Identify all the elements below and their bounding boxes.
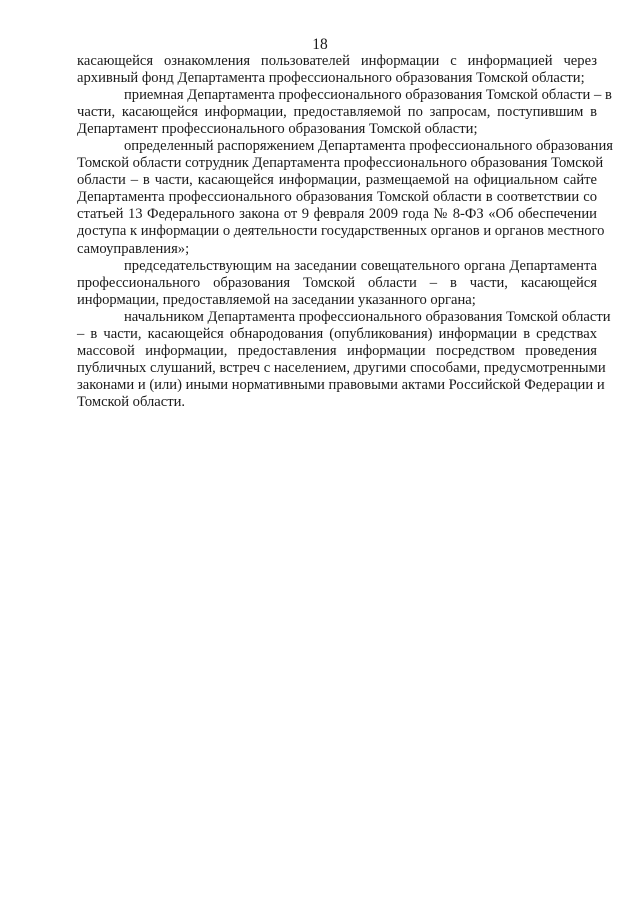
text-line: информации, предоставляемой на заседании указанного органа; [77, 291, 476, 308]
paragraph [77, 258, 597, 309]
text-line: архивный фонд Департамента профессионального образования Томской области; [77, 70, 585, 87]
text-line: определенный распоряжением Департамента профессионального образования [124, 138, 613, 155]
text-line: начальником Департамента профессионального образования Томской области [124, 308, 611, 325]
paragraph [77, 53, 597, 87]
text-line: председательствующим на заседании совещательного органа Департамента [124, 257, 597, 274]
text-line: – в части, касающейся обнародования (опубликования) информации в средствах [77, 325, 597, 342]
text-line: Департамент профессионального образования Томской области; [77, 121, 478, 138]
text-line: массовой информации, предоставления информации посредством проведения [77, 342, 597, 359]
text-line: части, касающейся информации, предоставляемой по запросам, поступившим в [77, 104, 597, 121]
text-line: Томской области. [77, 393, 186, 410]
text-line: самоуправления»; [77, 240, 190, 257]
text-line: касающейся ознакомления пользователей информации с информацией через [77, 53, 597, 69]
text-line: публичных слушаний, встреч с населением, другими способами, предусмотренными [77, 359, 606, 376]
text-line: законами и (или) иными нормативными правовыми актами Российской Федерации и [77, 376, 605, 393]
paragraph [77, 87, 612, 138]
document-body [77, 53, 613, 411]
text-line: профессионального образования Томской области – в части, касающейся [77, 274, 597, 291]
text-line: Томской области сотрудник Департамента профессионального образования Томской [77, 155, 604, 172]
text-line: статьей 13 Федерального закона от 9 февраля 2009 года № 8-ФЗ «Об обеспечении [77, 206, 597, 223]
text-line: приемная Департамента профессионального образования Томской области – в [124, 87, 612, 104]
paragraph [77, 308, 611, 411]
text-line: Департамента профессионального образования Томской области в соответствии со [77, 189, 597, 206]
text-line: области – в части, касающейся информации, размещаемой на официальном сайте [77, 172, 597, 189]
paragraph [77, 138, 613, 257]
text-line: доступа к информации о деятельности государственных органов и органов местного [77, 223, 605, 240]
page-number: 18 [312, 36, 328, 53]
